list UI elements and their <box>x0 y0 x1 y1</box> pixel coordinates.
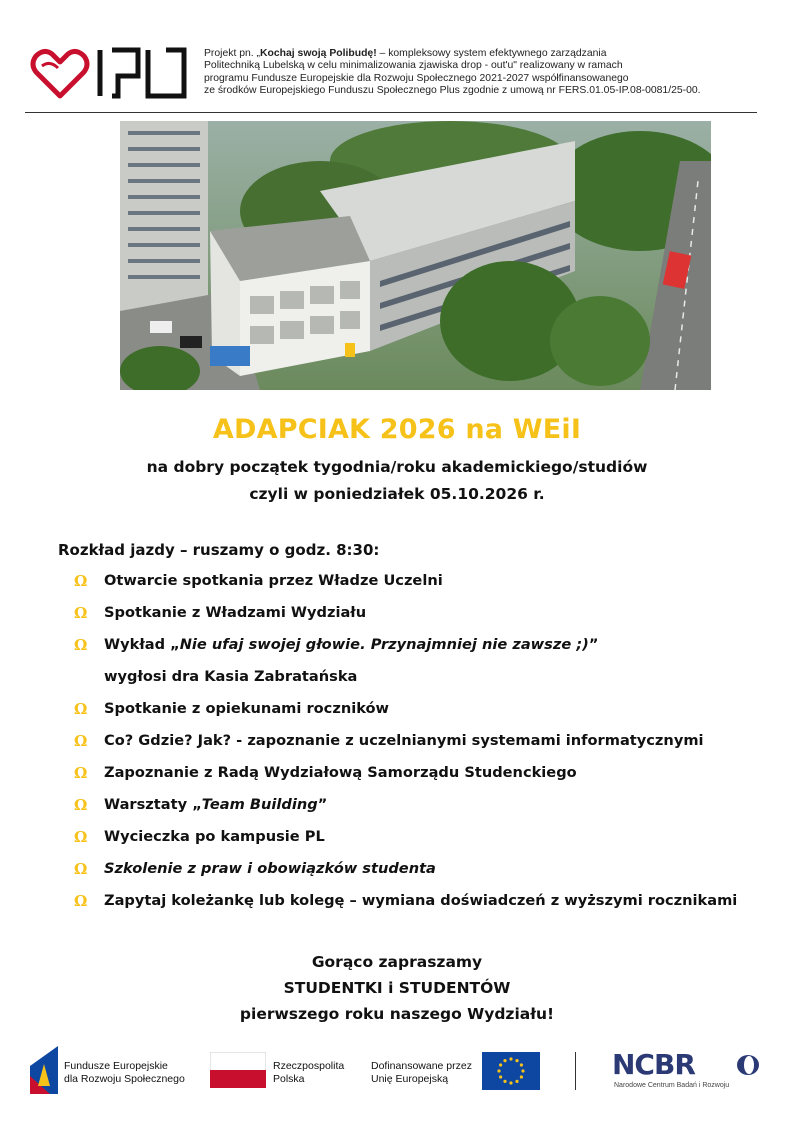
fundusze-europejskie-logo-icon <box>30 1046 58 1094</box>
omega-bullet-icon: Ω <box>74 828 88 846</box>
project-description: Projekt pn. „Kochaj swoją Polibudę! – kompleksowy system efektywnego zarządzania Politechniką Lubelską w celu minimalizowania zjawiska drop - out'u" realizowany w ramach programu Fundusze Europejskie dla Rozwoju Społecznego 2021-2027 współfinansowanego ze środków Europejskiego Funduszu Społecznego Plus zgodnie z umową nr FERS.01.05-IP.08-0081/25-00. <box>204 48 701 97</box>
rp-logo-text: Rzeczpospolita Polska <box>273 1060 345 1085</box>
polish-flag-icon <box>210 1052 266 1088</box>
eu-flag-icon <box>482 1052 540 1090</box>
omega-bullet-icon: Ω <box>74 572 88 590</box>
agenda-list <box>74 572 764 924</box>
omega-bullet-icon: Ω <box>74 860 88 878</box>
omega-bullet-icon: Ω <box>74 796 88 814</box>
list-item: Ω Wycieczka po kampusie PL <box>74 828 325 846</box>
closing-line3: pierwszego roku naszego Wydziału! <box>239 1005 555 1023</box>
eu-logo-text: Dofinansowane przez Unię Europejską <box>371 1060 472 1085</box>
event-subtitle-line2: czyli w poniedziałek 05.10.2026 r. <box>249 485 545 503</box>
omega-bullet-icon: Ω <box>74 700 88 718</box>
omega-bullet-icon: Ω <box>74 892 88 910</box>
funding-logos-footer <box>0 1040 794 1100</box>
pl-logo-icon <box>96 46 188 100</box>
list-item-continuation: wygłosi dra Kasia Zabratańska <box>104 668 358 685</box>
list-item: Ω Co? Gdzie? Jak? - zapoznanie z uczelnianymi systemami informatycznymi <box>74 732 704 750</box>
event-subtitle-line1: na dobry początek tygodnia/roku akademickiego/studiów <box>146 458 648 476</box>
project-name: Kochaj swoją Polibudę! <box>260 48 377 59</box>
ncbr-swirl-icon <box>736 1054 760 1076</box>
list-item: Ω Spotkanie z opiekunami roczników <box>74 700 390 718</box>
event-title: ADAPCIAK 2026 na WEiI <box>212 414 582 445</box>
omega-bullet-icon: Ω <box>74 732 88 750</box>
campus-building-aerial-photo <box>120 121 711 390</box>
closing-line1: Gorąco zapraszamy <box>311 953 483 971</box>
list-item: Ω Zapytaj koleżankę lub kolegę – wymiana doświadczeń z wyższymi rocznikami <box>74 892 738 910</box>
fe-logo-text: Fundusze Europejskie dla Rozwoju Społecznego <box>64 1060 185 1085</box>
omega-bullet-icon: Ω <box>74 764 88 782</box>
heart-logo-icon <box>30 46 90 100</box>
list-item: Ω Otwarcie spotkania przez Władze Uczelni <box>74 572 443 590</box>
list-item: Ω Szkolenie z praw i obowiązków studenta <box>74 860 436 878</box>
ncbr-logo: NCBR <box>612 1048 695 1081</box>
footer-divider <box>575 1052 576 1090</box>
list-item: Ω Zapoznanie z Radą Wydziałową Samorządu Studenckiego <box>74 764 577 782</box>
project-header <box>30 44 760 104</box>
closing-line2: STUDENTKI i STUDENTÓW <box>283 979 511 997</box>
list-item: Ω Spotkanie z Władzami Wydziału <box>74 604 367 622</box>
ncbr-subtitle: Narodowe Centrum Badań i Rozwoju <box>614 1082 730 1089</box>
schedule-heading: Rozkład jazdy – ruszamy o godz. 8:30: <box>58 541 380 559</box>
omega-bullet-icon: Ω <box>74 604 88 622</box>
list-item: Ω Wykład „Nie ufaj swojej głowie. Przynajmniej nie zawsze ;)” <box>74 636 599 654</box>
header-divider <box>25 112 757 113</box>
omega-bullet-icon: Ω <box>74 636 88 654</box>
list-item: Ω Warsztaty „Team Building” <box>74 796 328 814</box>
